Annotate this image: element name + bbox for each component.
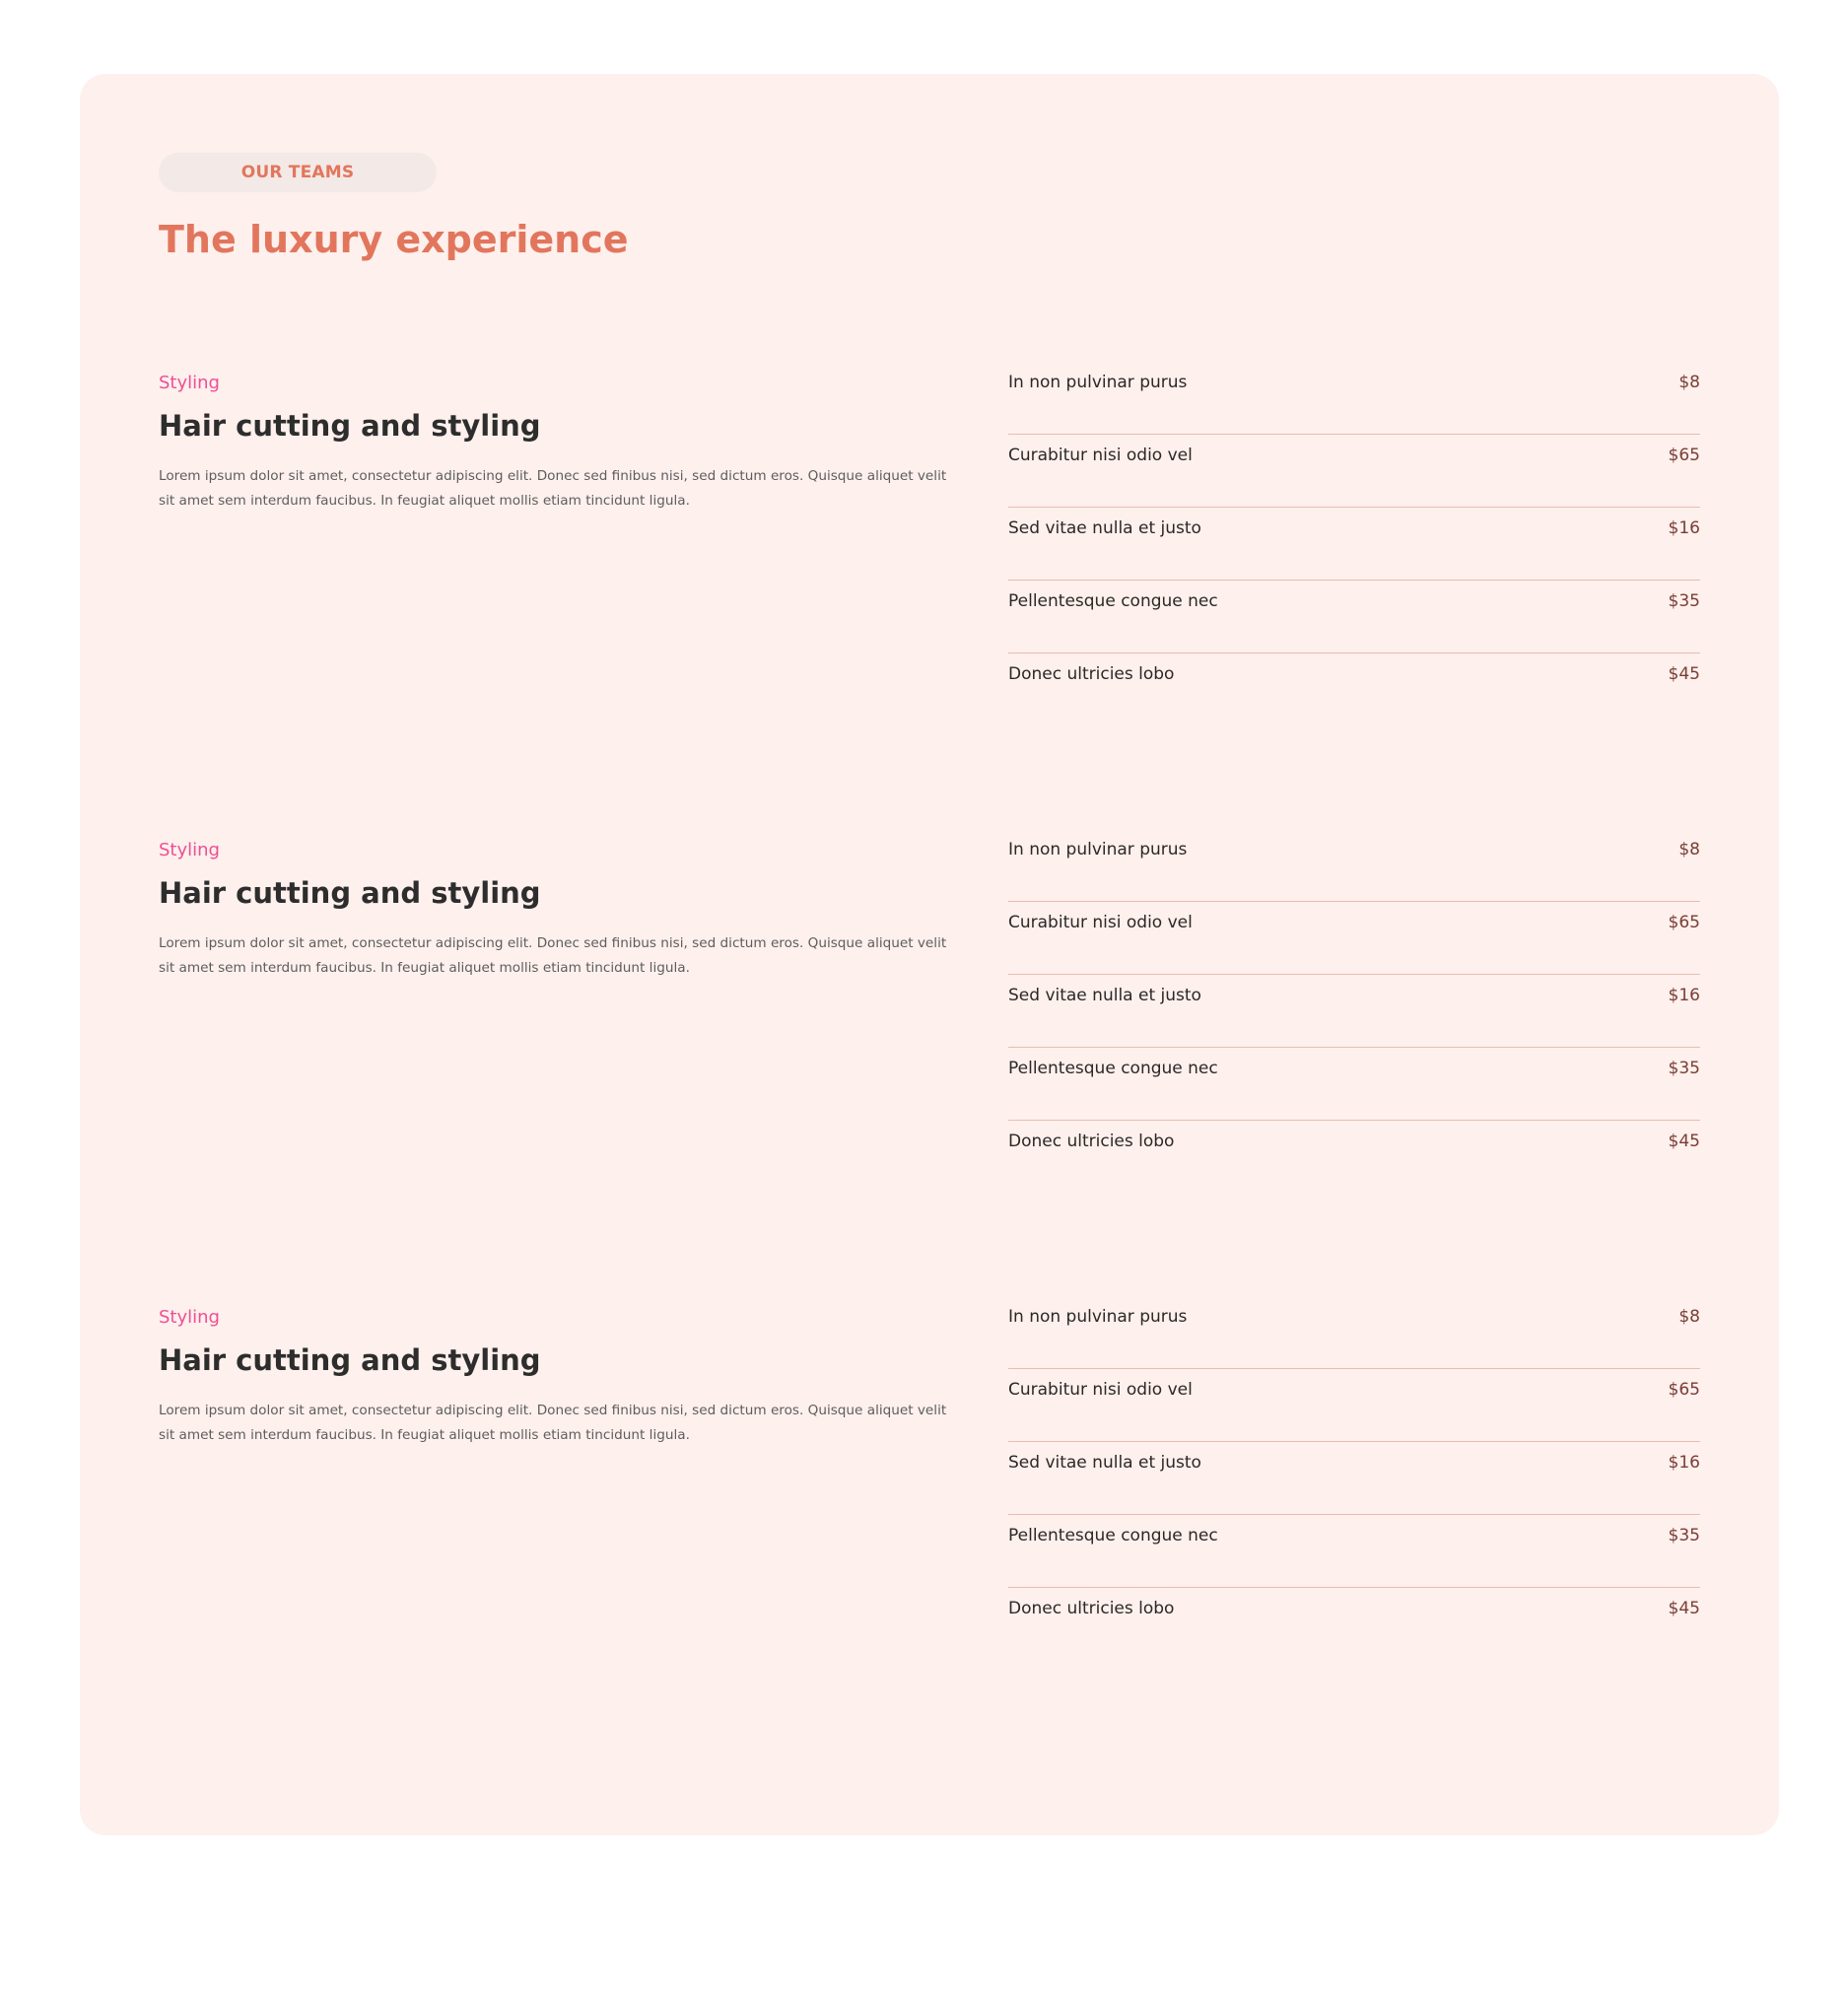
service-category: Styling (159, 1307, 220, 1328)
price-item (1008, 362, 1700, 435)
price-item-name: Curabitur nisi odio vel (1008, 446, 1193, 465)
price-item-price: $65 (1668, 1380, 1700, 1400)
price-item-price: $8 (1678, 373, 1700, 392)
service-block (159, 1296, 1700, 1651)
price-item-name: Pellentesque congue nec (1008, 1059, 1218, 1078)
price-item-name: In non pulvinar purus (1008, 840, 1188, 859)
price-list (1008, 829, 1700, 1194)
price-item-name: In non pulvinar purus (1008, 373, 1188, 392)
section-title: The luxury experience (159, 218, 629, 261)
price-item-name: Donec ultricies lobo (1008, 1599, 1175, 1618)
price-item (1008, 581, 1700, 653)
service-description: Lorem ipsum dolor sit amet, consectetur adipiscing elit. Donec sed finibus nisi, sed dictum eros. Quisque aliquet velit sit amet sem interdum faucibus. In feugiat aliquet mollis etiam tincidunt ligula. (159, 935, 947, 976)
price-item-name: In non pulvinar purus (1008, 1307, 1188, 1327)
price-item (1008, 1369, 1700, 1442)
price-item-price: $65 (1668, 913, 1700, 932)
service-block (159, 829, 1700, 1184)
price-item (1008, 1442, 1700, 1515)
price-item-price: $16 (1668, 986, 1700, 1005)
service-category: Styling (159, 840, 220, 860)
price-item-name: Curabitur nisi odio vel (1008, 913, 1193, 932)
service-title: Hair cutting and styling (159, 876, 541, 910)
price-item-name: Sed vitae nulla et justo (1008, 518, 1201, 538)
price-item-name: Curabitur nisi odio vel (1008, 1380, 1193, 1400)
price-item (1008, 975, 1700, 1048)
price-item-name: Donec ultricies lobo (1008, 1132, 1175, 1151)
price-item-price: $8 (1678, 1307, 1700, 1327)
services-card (80, 74, 1779, 1835)
price-item-price: $45 (1668, 664, 1700, 684)
price-list (1008, 362, 1700, 726)
service-category: Styling (159, 373, 220, 393)
price-item-price: $45 (1668, 1599, 1700, 1618)
price-item (1008, 435, 1700, 508)
service-block (159, 362, 1700, 717)
price-item (1008, 829, 1700, 902)
price-list (1008, 1296, 1700, 1661)
price-item (1008, 508, 1700, 581)
price-item (1008, 1048, 1700, 1121)
price-item (1008, 653, 1700, 726)
price-item (1008, 1121, 1700, 1194)
price-item-price: $45 (1668, 1132, 1700, 1151)
service-title: Hair cutting and styling (159, 409, 541, 443)
service-description: Lorem ipsum dolor sit amet, consectetur adipiscing elit. Donec sed finibus nisi, sed dictum eros. Quisque aliquet velit sit amet sem interdum faucibus. In feugiat aliquet mollis etiam tincidunt ligula. (159, 468, 947, 509)
price-item-price: $35 (1668, 1526, 1700, 1545)
price-item-price: $8 (1678, 840, 1700, 859)
service-description: Lorem ipsum dolor sit amet, consectetur adipiscing elit. Donec sed finibus nisi, sed dictum eros. Quisque aliquet velit sit amet sem interdum faucibus. In feugiat aliquet mollis etiam tincidunt ligula. (159, 1403, 947, 1443)
price-item-name: Sed vitae nulla et justo (1008, 1453, 1201, 1473)
price-item-name: Pellentesque congue nec (1008, 591, 1218, 611)
price-item-price: $16 (1668, 518, 1700, 538)
service-title: Hair cutting and styling (159, 1343, 541, 1377)
price-item (1008, 1296, 1700, 1369)
price-item (1008, 1515, 1700, 1588)
price-item-name: Donec ultricies lobo (1008, 664, 1175, 684)
price-item-price: $35 (1668, 591, 1700, 611)
price-item-name: Sed vitae nulla et justo (1008, 986, 1201, 1005)
price-item (1008, 1588, 1700, 1661)
price-item-name: Pellentesque congue nec (1008, 1526, 1218, 1545)
price-item-price: $35 (1668, 1059, 1700, 1078)
price-item-price: $65 (1668, 446, 1700, 465)
price-item (1008, 902, 1700, 975)
price-item-price: $16 (1668, 1453, 1700, 1473)
section-badge: OUR TEAMS (159, 153, 437, 192)
